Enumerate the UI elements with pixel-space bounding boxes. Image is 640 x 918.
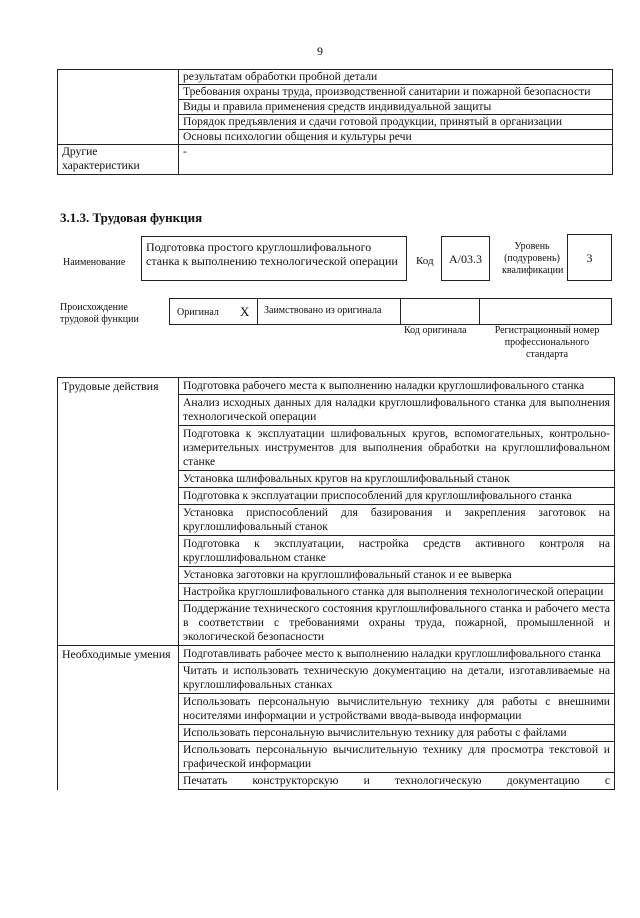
origin-label: Происхождение трудовой функции [60,302,139,325]
empty-label-cell [58,505,179,536]
knowledge-table-continuation [57,69,613,175]
knowledge-item: Основы психологии общения и культуры речи [179,130,613,145]
empty-label-cell [58,115,179,130]
labor-action-item: Настройка круглошлифовального станка для выполнения технологической операции [179,584,615,601]
name-label: Наименование [63,257,126,268]
knowledge-item: Требования охраны труда, производственной санитарии и пожарной безопасности [179,85,613,100]
borrowed-cell [257,298,401,325]
empty-label-cell [58,567,179,584]
empty-label-cell [58,601,179,646]
empty-label-cell [58,130,179,145]
skills-label: Необходимые умения [58,646,179,663]
code-label: Код [416,255,434,267]
labor-function-table [57,377,615,790]
skill-item: Читать и использовать техническую документацию на детали, изготавливаемые на круглошлифовальных станках [179,663,615,694]
labor-actions-label: Трудовые действия [58,378,179,395]
labor-action-item: Поддержание технического состояния круглошлифовального станка и рабочего места в соответствии с требованиями охраны труда, пожарной, промышленной и экологической безопасности [179,601,615,646]
empty-label-cell [58,488,179,505]
labor-action-item: Установка заготовки на круглошлифовальный станок и ее выверка [179,567,615,584]
skill-item: Использовать персональную вычислительную технику для просмотра текстовой и графической информации [179,742,615,773]
skill-item: Использовать персональную вычислительную технику для работы с файлами [179,725,615,742]
empty-label-cell [58,471,179,488]
function-code: А/03.3 [441,236,490,281]
function-name: Подготовка простого круглошлифовального станка к выполнению технологической операции [141,236,407,281]
labor-action-item: Установка приспособлений для базирования и закрепления заготовок на круглошлифовальный станок [179,505,615,536]
other-characteristics-value: - [179,145,613,175]
empty-label-cell [58,395,179,426]
original-mark: X [240,304,250,319]
labor-action-item: Подготовка к эксплуатации шлифовальных кругов, вспомогательных, контрольно-измерительных инструментов для выполнения обработки на круглошлифовальном станке [179,426,615,471]
labor-action-item: Подготовка к эксплуатации, настройка средств активного контроля на круглошлифовальном станке [179,536,615,567]
section-title: 3.1.3. Трудовая функция [60,210,203,225]
empty-label-cell [58,742,179,773]
knowledge-item: Виды и правила применения средств индивидуальной защиты [179,100,613,115]
labor-action-item: Установка шлифовальных кругов на круглошлифовальный станок [179,471,615,488]
empty-label-cell [58,100,179,115]
registration-number-caption: Регистрационный номер профессионального стандарта [494,325,600,360]
skill-item: Использовать персональную вычислительную технику для работы с внешними носителями информации и устройствами ввода-вывода информации [179,694,615,725]
original-code-cell [400,298,480,325]
level-label: Уровень (подуровень) квалификации [502,241,564,276]
registration-number-cell [479,298,612,325]
empty-label-cell [58,536,179,567]
qualification-level: 3 [567,234,612,281]
empty-label-cell [58,70,179,85]
empty-label-cell [58,663,179,694]
empty-label-cell [58,426,179,471]
original-code-caption: Код оригинала [404,325,467,336]
page-number: 9 [317,44,323,58]
knowledge-item: результатам обработки пробной детали [179,70,613,85]
knowledge-item: Порядок предъявления и сдачи готовой продукции, принятый в организации [179,115,613,130]
original-cell [169,298,258,325]
borrowed-label: Заимствовано из оригинала [264,305,382,316]
empty-label-cell [58,694,179,725]
original-label: Оригинал [177,307,219,318]
labor-action-item: Анализ исходных данных для наладки круглошлифовального станка для выполнения технологической операции [179,395,615,426]
empty-label-cell [58,773,179,790]
other-characteristics-label: Другие характеристики [58,145,179,175]
skill-item: Подготавливать рабочее место к выполнению наладки круглошлифовального станка [179,646,615,663]
empty-label-cell [58,584,179,601]
labor-action-item: Подготовка рабочего места к выполнению наладки круглошлифовального станка [179,378,615,395]
empty-label-cell [58,725,179,742]
skill-item: Печатать конструкторскую и технологическую документацию с [179,773,615,790]
empty-label-cell [58,85,179,100]
labor-action-item: Подготовка к эксплуатации приспособлений для круглошлифовального станка [179,488,615,505]
